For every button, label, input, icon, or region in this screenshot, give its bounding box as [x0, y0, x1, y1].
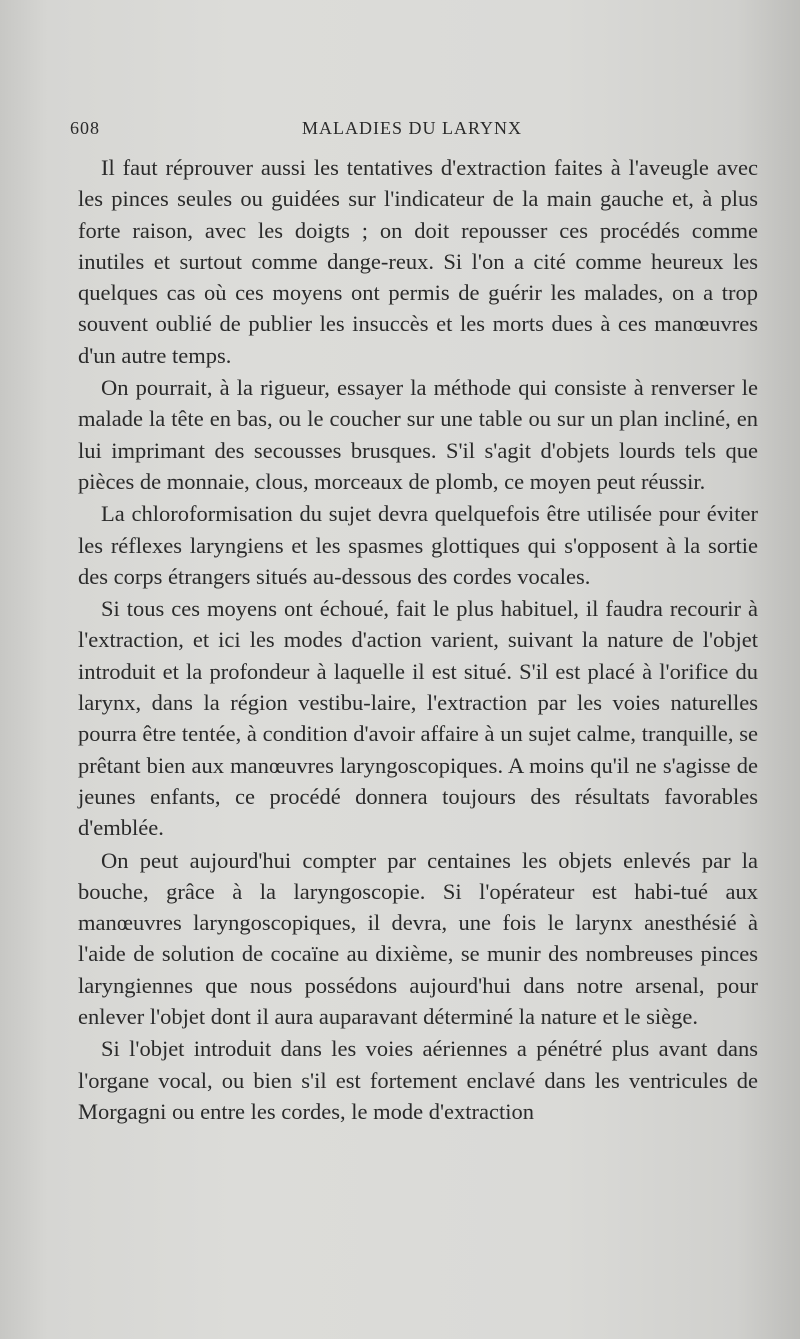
paragraph: La chloroformisation du sujet devra quelquefois être utilisée pour éviter les réflexes laryngiens et les spasmes glottiques qui s'opposent à la sortie des corps étrangers situés au-dessous des cordes vocales.: [78, 501, 758, 589]
page-header: [70, 118, 760, 142]
paragraph: On pourrait, à la rigueur, essayer la méthode qui consiste à renverser le malade la tête en bas, ou le coucher sur une table ou sur un plan incliné, en lui imprimant des secousses brusques. S'il s'agit d'objets lourds tels que pièces de monnaie, clous, morceaux de plomb, ce moyen peut réussir.: [78, 375, 758, 494]
paragraph: Si l'objet introduit dans les voies aériennes a pénétré plus avant dans l'organe vocal, ou bien s'il est fortement enclavé dans les ventricules de Morgagni ou entre les cordes, le mode d'extraction: [78, 1036, 758, 1124]
body-text: [78, 152, 758, 1127]
paragraph: Si tous ces moyens ont échoué, fait le plus habituel, il faudra recourir à l'extraction, et ici les modes d'action varient, suivant la nature de l'objet introduit et la profondeur à laquelle il est situé. S'il est placé à l'orifice du larynx, dans la région vestibu-laire, l'extraction par les voies naturelles pourra être tentée, à condition d'avoir affaire à un sujet calme, tranquille, se prêtant bien aux manœuvres laryngoscopiques. A moins qu'il ne s'agisse de jeunes enfants, ce procédé donnera toujours des résultats favorables d'emblée.: [78, 596, 758, 841]
paragraph: On peut aujourd'hui compter par centaines les objets enlevés par la bouche, grâce à la laryngoscopie. Si l'opérateur est habi-tué aux manœuvres laryngoscopiques, il devra, une fois le larynx anesthésié à l'aide de solution de cocaïne au dixième, se munir des nombreuses pinces laryngiennes que nous possédons aujourd'hui dans notre arsenal, pour enlever l'objet dont il aura auparavant déterminé la nature et le siège.: [78, 847, 758, 1030]
paragraph: Il faut réprouver aussi les tentatives d'extraction faites à l'aveugle avec les pinces seules ou guidées sur l'indicateur de la main gauche et, à plus forte raison, avec les doigts ; on doit repousser ces procédés comme inutiles et surtout comme dange-reux. Si l'on a cité comme heureux les quelques cas où ces moyens ont permis de guérir les malades, on a trop souvent oublié de publier les insuccès et les morts dues à ces manœuvres d'un autre temps.: [78, 155, 758, 368]
page-number: 608: [70, 118, 100, 138]
running-title: MALADIES DU LARYNX: [302, 118, 522, 138]
